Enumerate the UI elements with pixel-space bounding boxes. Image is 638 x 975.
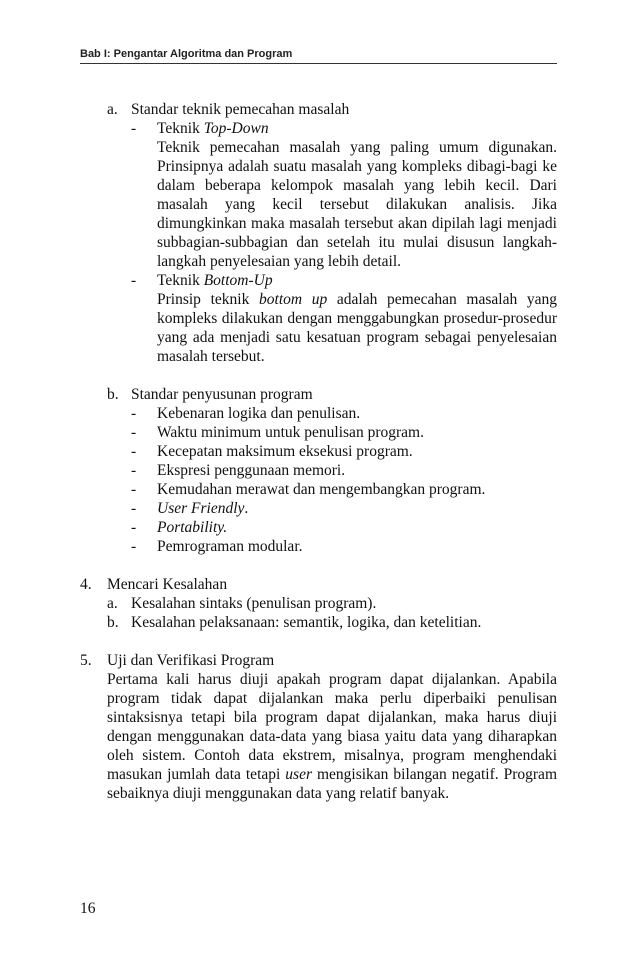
bottom-up-heading xyxy=(80,271,557,290)
section-5-number: 5. xyxy=(80,652,92,669)
section-4-title: Mencari Kesalahan xyxy=(107,576,228,593)
bullet-dash: - xyxy=(131,120,137,137)
bullet-dash: - xyxy=(131,424,137,441)
running-header: Bab I: Pengantar Algoritma dan Program xyxy=(80,48,557,64)
bottom-up-title: Teknik Bottom-Up xyxy=(157,272,273,289)
page-number: 16 xyxy=(80,900,96,917)
bullet-dash: - xyxy=(131,272,137,289)
bullet-dash: - xyxy=(131,481,137,498)
bullet-dash: - xyxy=(131,519,137,536)
bullet-dash: - xyxy=(131,443,137,460)
list-item: - User Friendly. xyxy=(131,500,249,517)
section-4-number: 4. xyxy=(80,576,92,593)
list-item: - Portability. xyxy=(131,519,228,536)
bullet-dash: - xyxy=(131,462,137,479)
top-down-title: Teknik Top-Down xyxy=(157,120,269,137)
section-a-label: a. xyxy=(107,101,118,118)
section-5-paragraph: Pertama kali harus diuji apakah program dapat dijalankan. Apabila program tidak dapat dijalankan maka perlu diperbaiki penulisan sintaksisnya tetapi bila program dapat dijalankan, maka harus diuji dengan menggunakan data-data yang biasa yaitu data yang diharapkan oleh sistem. Contoh data ekstrem, misalnya, program menghendaki masukan jumlah data tetapi user mengisikan bilangan negatif. Program sebaiknya diuji menggunakan data yang relatif banyak. xyxy=(107,671,557,802)
page-body xyxy=(80,100,557,803)
list-item: - Kecepatan maksimum eksekusi program. xyxy=(131,443,413,460)
section-b-heading xyxy=(80,385,557,404)
bullet-dash: - xyxy=(131,500,137,517)
list-item: a. Kesalahan sintaks (penulisan program). xyxy=(107,595,377,612)
bottom-up-paragraph: Prinsip teknik bottom up adalah pemecahan masalah yang kompleks dilakukan dengan menggabungkan prosedur-prosedur yang ada menjadi satu kesatuan program sebagai penyelesaian masalah tersebut. xyxy=(157,291,557,365)
list-item: - Ekspresi penggunaan memori. xyxy=(131,462,346,479)
section-4-heading xyxy=(80,575,557,594)
section-b-label: b. xyxy=(107,386,119,403)
section-a-title: Standar teknik pemecahan masalah xyxy=(131,101,350,118)
top-down-paragraph: Teknik pemecahan masalah yang paling umum digunakan. Prinsipnya adalah suatu masalah yang kompleks dibagi-bagi ke dalam beberapa kelompok masalah yang lebih kecil. Dari masalah yang kecil tersebut dilakukan analisis. Jika dimungkinkan maka masalah tersebut akan dipilah lagi menjadi subbagian-subbagian dan setelah itu mulai disusun langkah-langkah penyelesaian yang lebih detail. xyxy=(157,139,557,270)
list-item: - Kemudahan merawat dan mengembangkan program. xyxy=(131,481,486,498)
list-item: - Waktu minimum untuk penulisan program. xyxy=(131,424,424,441)
section-5-heading xyxy=(80,651,557,670)
list-item: - Kebenaran logika dan penulisan. xyxy=(131,405,361,422)
section-b-title: Standar penyusunan program xyxy=(131,386,313,403)
top-down-heading xyxy=(80,119,557,138)
list-item: b. Kesalahan pelaksanaan: semantik, logika, dan ketelitian. xyxy=(107,614,482,631)
bullet-dash: - xyxy=(131,538,137,555)
bullet-dash: - xyxy=(131,405,137,422)
section-a-heading xyxy=(80,100,557,119)
section-5-title: Uji dan Verifikasi Program xyxy=(107,652,275,669)
list-item: - Pemrograman modular. xyxy=(131,538,303,555)
